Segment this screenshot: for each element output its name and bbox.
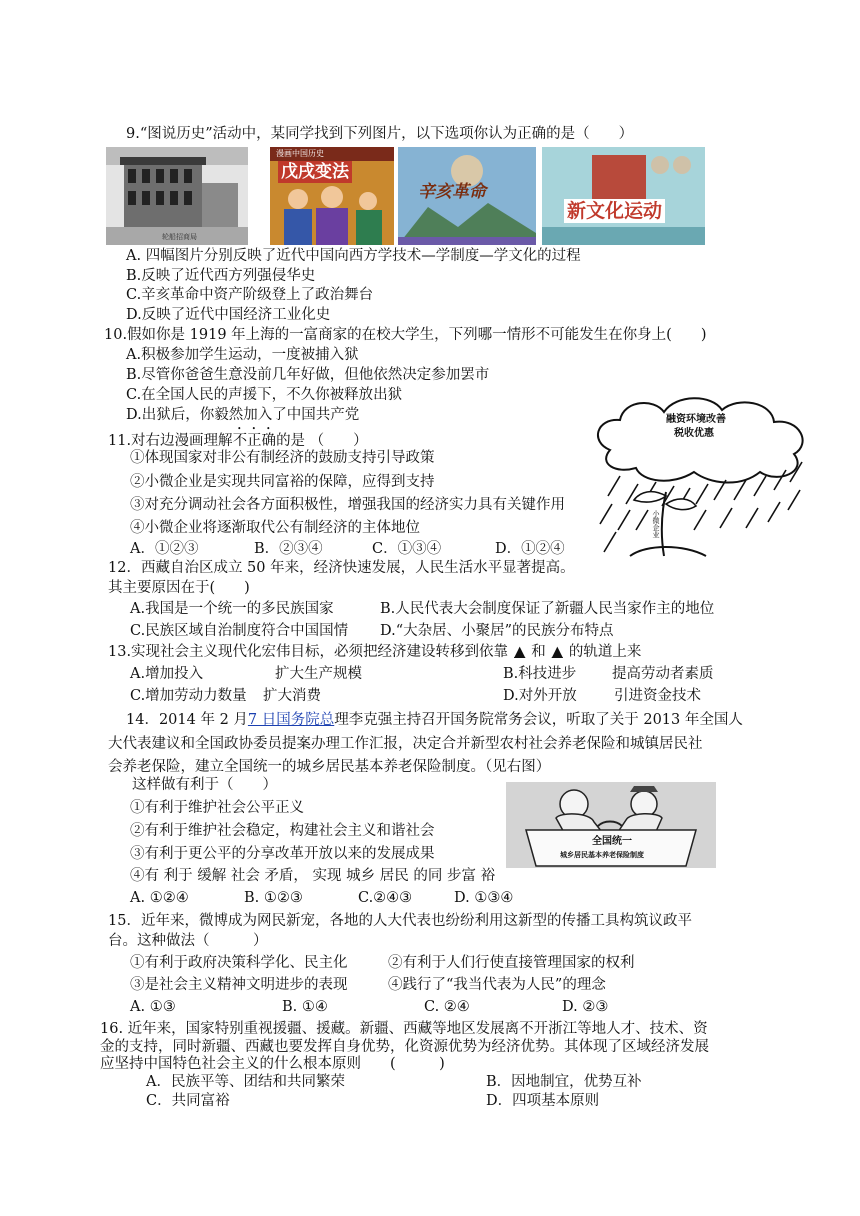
building-photo-icon — [106, 147, 248, 245]
q10-option-d: D.出狱后，你毅然加入了中国共产党 — [126, 407, 360, 423]
q11-cartoon-cloud-line1: 融资环境改善 — [666, 414, 726, 425]
q16-option-d: D．四项基本原则 — [486, 1093, 600, 1109]
q16-stem-line3: 应坚持中国特色社会主义的什么根本原则 ( ) — [100, 1056, 445, 1072]
q9-book-title: 戊戌变法 — [278, 161, 352, 183]
q14-cartoon-subtitle: 城乡居民基本养老保险制度 — [560, 850, 644, 859]
q12-stem-line2: 其主要原因在于( ) — [108, 580, 250, 596]
q14-line1-pre: 14．2014 年 2 月 — [126, 712, 248, 728]
q16-option-b: B．因地制宜，优势互补 — [486, 1074, 642, 1090]
q15-stem-line2: 台。这种做法（ ） — [108, 933, 268, 949]
q11-item-4: ④小微企业将逐渐取代公有制经济的主体地位 — [130, 520, 420, 536]
q16-option-c: C．共同富裕 — [146, 1093, 230, 1109]
q11-choice-a: A．①②③ — [130, 541, 199, 557]
q13-option-d2: 引进资金技术 — [614, 688, 701, 704]
q13-blank-1: ▲ — [514, 644, 526, 660]
q11-cartoon-plant-label: 小微企业 — [652, 510, 660, 538]
q13-stem-post: 的轨道上来 — [568, 644, 642, 660]
q11-stem-post: 的是 （ ） — [276, 433, 368, 449]
q15-item-2: ②有利于人们行使直接管理国家的权利 — [388, 955, 635, 971]
q15-item-1: ①有利于政府决策科学化、民主化 — [130, 955, 348, 971]
q15-choice-d: D. ②③ — [562, 999, 609, 1015]
q9-option-c: C.辛亥革命中资产阶级登上了政治舞台 — [126, 287, 374, 303]
q11-cartoon — [590, 392, 820, 562]
q11-item-2: ②小微企业是实现共同富裕的保障，应得到支持 — [130, 474, 435, 490]
q10-option-b: B.尽管你爸爸生意没前几年好做，但他依然决定参加罢市 — [126, 367, 490, 383]
q9-book-series: 漫画中国历史 — [276, 149, 324, 158]
q10-option-c: C.在全国人民的声援下，不久你被释放出狱 — [126, 387, 403, 403]
q12-option-c: C.民族区域自治制度符合中国国情 — [130, 623, 349, 639]
q11-choice-b: B．②③④ — [254, 541, 323, 557]
q12-option-a: A.我国是一个统一的多民族国家 — [130, 601, 334, 617]
q11-stem-emphasis: 不正确 — [232, 433, 277, 449]
q9-revolution-title: 辛亥革命 — [418, 182, 486, 202]
q13-stem — [108, 643, 641, 661]
q14-line1 — [126, 711, 743, 729]
q9-stem: 9.“图说历史”活动中，某同学找到下列图片，以下选项你认为正确的是（ ） — [126, 126, 634, 142]
q15-item-3: ③是社会主义精神文明进步的表现 — [130, 977, 348, 993]
q14-line3: 会养老保险，建立全国统一的城乡居民基本养老保险制度。（见右图） — [108, 759, 551, 775]
q14-line4: 这样做有利于（ ） — [132, 777, 277, 793]
q14-choice-a: A. ①②④ — [130, 890, 189, 906]
figures-illustration-icon — [270, 185, 394, 245]
q9-image-new-culture — [542, 147, 705, 245]
q13-option-a1: A.增加投入 — [130, 666, 204, 682]
q11-item-1: ①体现国家对非公有制经济的鼓励支持引导政策 — [130, 450, 435, 466]
q15-choice-b: B. ①④ — [282, 999, 328, 1015]
q11-choice-d: D．①②④ — [495, 541, 565, 557]
q14-choice-b: B. ①②③ — [244, 890, 303, 906]
q9-option-d: D.反映了近代中国经济工业化史 — [126, 307, 331, 323]
q9-image-building-caption: 轮船招商局 — [162, 233, 197, 241]
q14-line1-post: 理李克强主持召开国务院常务会议，听取了关于 2013 年全国人 — [334, 712, 743, 728]
q11-item-3: ③对充分调动社会各方面积极性，增强我国的经济实力具有关键作用 — [130, 497, 565, 513]
q13-option-b2: 提高劳动者素质 — [612, 666, 714, 682]
q14-choice-d: D. ①③④ — [454, 890, 514, 906]
q12-option-d: D.“大杂居、小聚居”的民族分布特点 — [380, 623, 614, 639]
q14-line2: 大代表建议和全国政协委员提案办理工作汇报，决定合并新型农村社会养老保险和城镇居民社 — [108, 736, 703, 752]
q9-image-revolution — [398, 147, 536, 245]
q14-item-3: ③有利于更公平的分享改革开放以来的发展成果 — [130, 846, 435, 862]
q14-item-4: ④有 利于 缓解 社会 矛盾， 实现 城乡 居民 的同 步富 裕 — [130, 868, 496, 884]
q16-option-a: A．民族平等、团结和共同繁荣 — [146, 1074, 345, 1090]
q16-stem-line1: 16. 近年来，国家特别重视援疆、援藏。新疆、西藏等地区发展离不开浙江等地人才、技术、资 — [100, 1021, 708, 1037]
q13-option-c2: 扩大消费 — [263, 688, 321, 704]
q11-stem-pre: 11.对右边漫画理解 — [108, 433, 233, 449]
q14-cartoon-title: 全国统一 — [592, 836, 632, 847]
q9-option-b: B.反映了近代西方列强侵华史 — [126, 268, 316, 284]
q9-option-a: A. 四幅图片分别反映了近代中国向西方学技术—学制度—学文化的过程 — [126, 248, 581, 264]
q12-option-b: B.人民代表大会制度保证了新疆人民当家作主的地位 — [380, 601, 715, 617]
q15-item-4: ④践行了“我当代表为人民”的理念 — [388, 977, 606, 993]
q15-choice-a: A. ①③ — [130, 999, 176, 1015]
q13-stem-mid: 和 — [531, 644, 546, 660]
q11-cartoon-cloud-line2: 税收优惠 — [674, 428, 714, 439]
q16-stem-line2: 金的支持，同时新疆、西藏也要发挥自身优势，化资源优势为经济优势。其体现了区域经济发展 — [100, 1039, 709, 1055]
q10-option-a: A.积极参加学生运动，一度被捕入狱 — [126, 347, 359, 363]
q15-stem-line1: 15．近年来，微博成为网民新宠，各地的人大代表也纷纷利用这新型的传播工具构筑议政平 — [108, 913, 692, 929]
q15-choice-c: C. ②④ — [424, 999, 470, 1015]
q11-choice-c: C．①③④ — [372, 541, 442, 557]
q14-item-1: ①有利于维护社会公平正义 — [130, 800, 304, 816]
q14-item-2: ②有利于维护社会稳定，构建社会主义和谐社会 — [130, 823, 435, 839]
q9-image-building — [106, 147, 248, 245]
q13-option-b1: B.科技进步 — [503, 666, 577, 682]
q13-option-a2: 扩大生产规模 — [275, 666, 362, 682]
q9-new-culture-title: 新文化运动 — [564, 199, 665, 223]
q12-stem-line1: 12．西藏自治区成立 50 年来，经济快速发展，人民生活水平显著提高。 — [108, 560, 575, 576]
q11-stem — [108, 425, 368, 450]
q10-stem: 10.假如你是 1919 年上海的一富商家的在校大学生，下列哪一情形不可能发生在你身上( ) — [104, 327, 707, 343]
q13-option-c1: C.增加劳动力数量 — [130, 688, 247, 704]
q14-cartoon — [506, 782, 716, 868]
q13-option-d1: D.对外开放 — [503, 688, 577, 704]
q14-date-link[interactable]: 7 日国务院总 — [247, 712, 335, 728]
q13-blank-2: ▲ — [551, 644, 563, 660]
new-culture-scene-icon — [542, 147, 705, 245]
q13-stem-pre: 13.实现社会主义现代化宏伟目标，必须把经济建设转移到依靠 — [108, 644, 509, 660]
q9-image-book-cover — [270, 147, 394, 245]
q14-choice-c: C.②④③ — [358, 890, 413, 906]
